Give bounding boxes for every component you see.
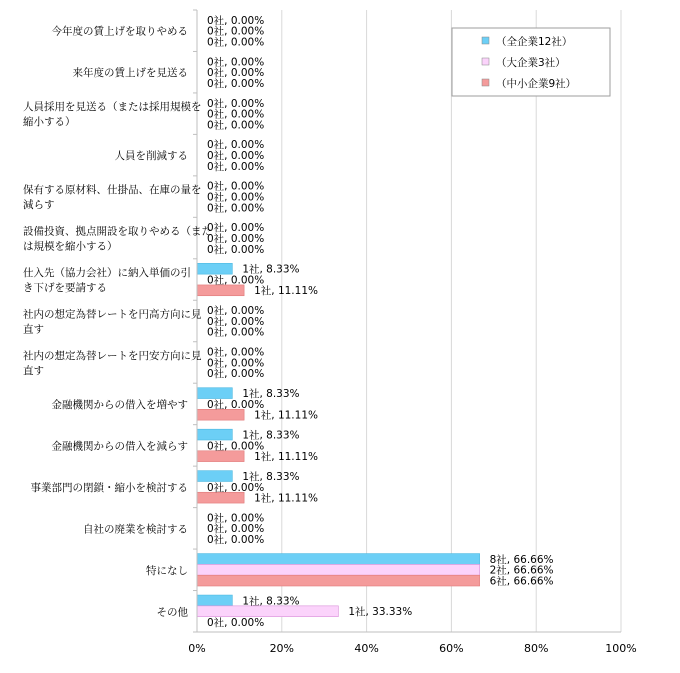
data-label: 2社, 66.66% [489,564,554,577]
x-tick-label: 100% [605,642,637,655]
x-tick-label: 0% [188,642,206,655]
legend [452,28,610,96]
category-label-line: 人員を削減する [114,150,188,163]
category-label [23,100,202,128]
bar [197,285,244,296]
data-label: 0社, 0.00% [207,108,265,121]
data-label: 0社, 0.00% [207,534,265,547]
category-label-line: 減らす [23,199,55,212]
data-label: 0社, 0.00% [207,357,265,370]
legend-swatch [482,58,489,65]
x-tick-label: 80% [523,642,549,655]
bar [197,409,244,420]
data-label: 0社, 0.00% [207,14,265,27]
category-label-line: 金融機関からの借入を減らす [51,440,188,453]
legend-swatch [482,37,489,44]
x-tick-label: 60% [439,642,464,655]
category-label [73,66,189,79]
data-label: 0社, 0.00% [207,523,265,536]
data-label: 0社, 0.00% [207,119,265,132]
data-label: 0社, 0.00% [207,77,265,90]
category-label [52,25,189,38]
x-tick-label: 20% [269,642,295,655]
data-label: 0社, 0.00% [207,243,265,256]
category-label [23,266,191,294]
category-label [52,398,189,411]
gridlines [282,10,621,632]
category-label-line: 事業部門の閉鎖・縮小を検討する [30,481,188,494]
bar [197,451,244,462]
category-label [157,605,189,618]
category-label-line: 来年度の賃上げを見送る [72,67,188,80]
data-label: 0社, 0.00% [207,368,265,381]
data-label: 0社, 0.00% [207,315,265,328]
data-label: 0社, 0.00% [207,97,265,110]
data-label: 1社, 8.33% [242,263,300,276]
data-label: 1社, 11.11% [254,285,319,298]
category-label [146,564,188,577]
category-label [23,183,202,211]
category-label [83,522,188,535]
legend-label: （中小企業9社） [496,78,577,90]
data-label: 8社, 66.66% [489,553,554,566]
bar [197,575,480,586]
data-label: 0社, 0.00% [207,139,265,152]
category-label-line: き下げを要請する [23,282,107,295]
category-label-line: 金融機関からの借入を増やす [51,398,188,411]
category-label [23,349,202,377]
category-label-line: 直す [23,323,44,336]
data-label: 0社, 0.00% [207,616,265,629]
legend-label: （全企業12社） [496,36,573,48]
data-label: 1社, 8.33% [242,429,300,442]
data-label: 0社, 0.00% [207,274,265,287]
data-label: 6社, 66.66% [489,575,554,588]
data-label: 1社, 8.33% [242,470,300,483]
category-label-line: 社内の想定為替レートを円高方向に見 [23,308,202,321]
data-label: 0社, 0.00% [207,398,265,411]
bar [197,492,244,503]
data-label: 1社, 8.33% [242,388,300,401]
category-label [23,225,212,253]
category-label-line: 社内の想定為替レートを円安方向に見 [23,349,202,362]
data-labels [207,14,554,629]
data-label: 0社, 0.00% [207,160,265,173]
category-label-line: その他 [156,606,188,619]
data-label: 0社, 0.00% [207,202,265,215]
x-tick-labels [188,642,636,655]
legend-label: （大企業3社） [496,57,566,69]
category-label-line: 特になし [146,564,188,577]
category-label-line: 設備投資、拠点開設を取りやめる（また [23,225,212,238]
category-label [31,481,189,494]
data-label: 0社, 0.00% [207,481,265,494]
x-tick-label: 40% [354,642,379,655]
data-label: 0社, 0.00% [207,180,265,193]
category-label-line: 今年度の賃上げを取りやめる [51,25,188,38]
data-label: 1社, 11.11% [254,451,319,464]
data-label: 0社, 0.00% [207,150,265,163]
data-label: 1社, 11.11% [254,409,319,422]
category-label [23,308,202,336]
category-label-line: は規模を縮小する） [23,240,118,253]
data-label: 1社, 33.33% [348,606,413,619]
data-label: 0社, 0.00% [207,222,265,235]
legend-swatch [482,79,489,86]
category-label-line: 自社の廃業を検討する [83,523,188,536]
data-label: 0社, 0.00% [207,326,265,339]
category-label [52,439,189,452]
bar [197,564,480,575]
data-label: 0社, 0.00% [207,440,265,453]
bar [197,263,232,274]
category-labels [23,25,212,619]
bar [197,429,232,440]
category-label [115,149,189,162]
data-label: 0社, 0.00% [207,25,265,38]
category-label-line: 保有する原材料、仕掛品、在庫の量を [23,184,202,197]
category-label-line: 仕入先（協力会社）に納入単価の引 [23,267,191,280]
bar [197,606,338,617]
data-label: 0社, 0.00% [207,191,265,204]
data-label: 0社, 0.00% [207,56,265,69]
data-label: 1社, 8.33% [242,595,300,608]
bar [197,554,480,565]
data-label: 0社, 0.00% [207,512,265,525]
category-label-line: 直す [23,364,44,377]
data-label: 0社, 0.00% [207,346,265,359]
bar [197,595,232,606]
data-label: 0社, 0.00% [207,36,265,49]
data-label: 1社, 11.11% [254,492,319,505]
category-label-line: 人員採用を見送る（または採用規模を [23,101,202,114]
data-label: 0社, 0.00% [207,305,265,318]
data-label: 0社, 0.00% [207,67,265,80]
bar [197,471,232,482]
category-label-line: 縮小する） [23,116,76,129]
bar [197,388,232,399]
data-label: 0社, 0.00% [207,232,265,245]
